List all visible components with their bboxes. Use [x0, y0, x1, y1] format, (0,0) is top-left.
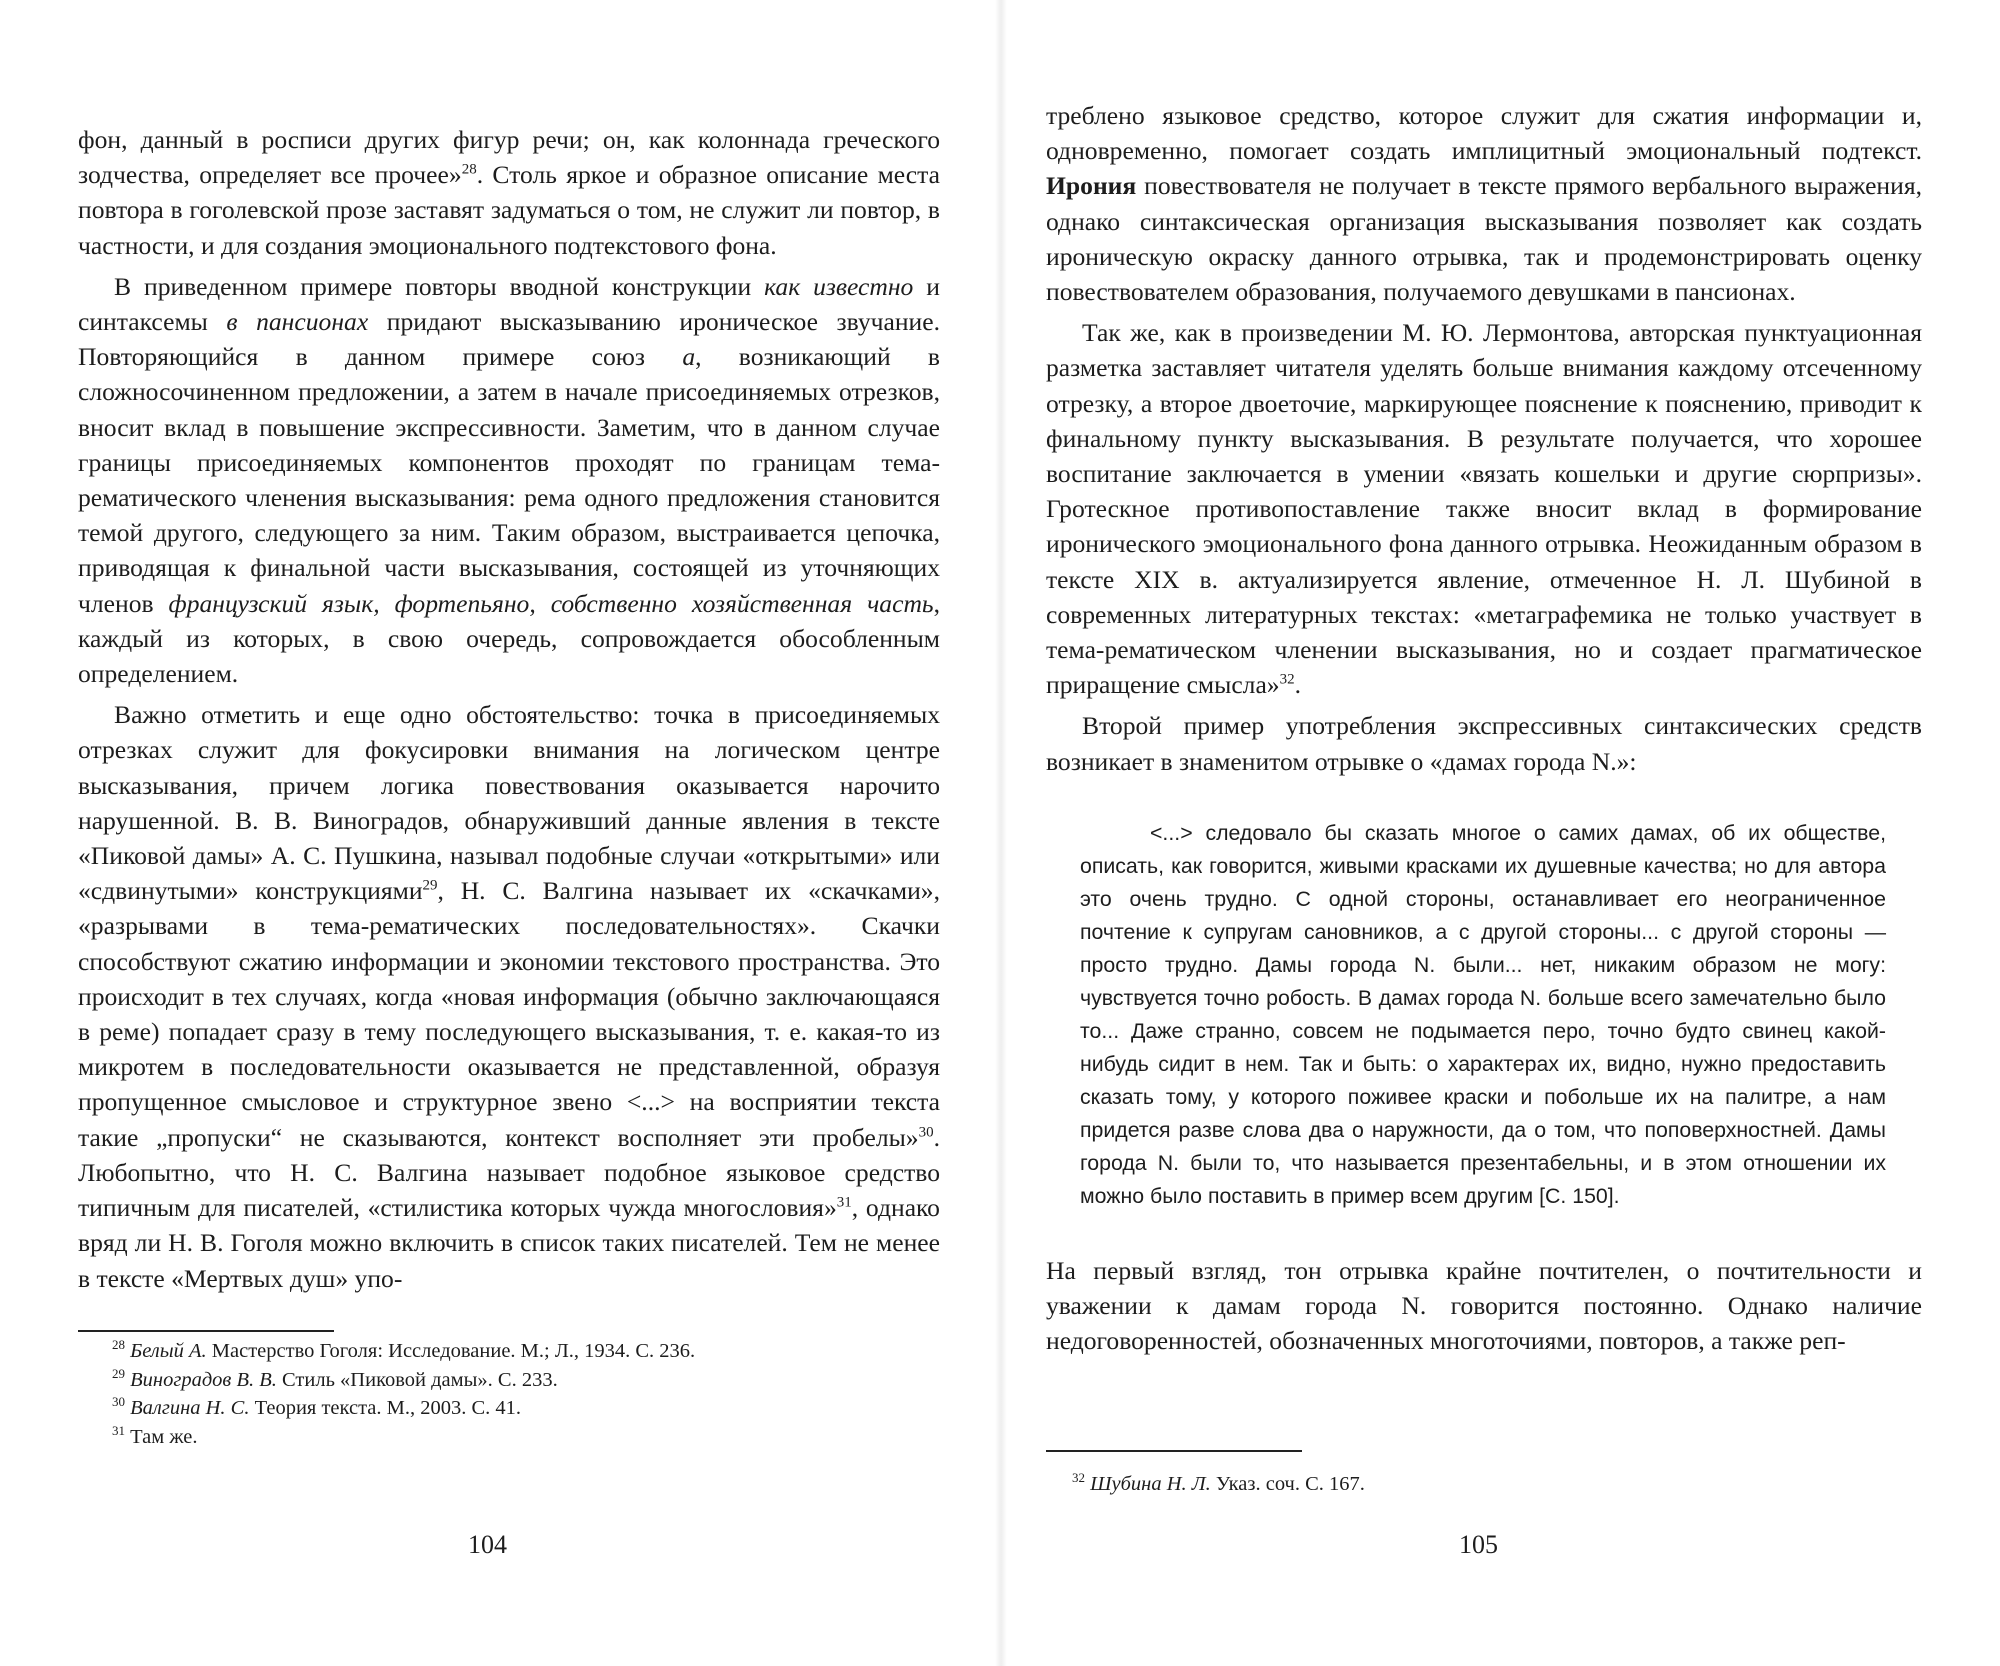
left-page [78, 0, 940, 1666]
footnote-text: Теория текста. М., 2003. С. 41. [249, 1397, 522, 1419]
paragraph [1046, 315, 1922, 702]
footnote-text: Стиль «Пиковой дамы». С. 233. [276, 1368, 558, 1391]
paragraph: На первый взгляд, тон отрывка крайне почтителен, о почтительности и уважении к дамам города N. говорится постоянно. Однако наличие недоговоренностей, обозначенных многоточиями, повторов, а также реп- [1046, 1255, 1922, 1356]
text-run: , каждый из которых, в свою очередь, сопровождается обособленным определением. [78, 588, 940, 689]
quote-text: <...> следовало бы сказать многое о самих дамах, об их обществе, описать, как говорится, живыми красками их душевные качества; но для автора это очень трудно. С одной стороны, останавливает его неограниченное почтение к супругам сановников, а с другой стороны... с другой стороны — просто трудно. Дамы города N. были... нет, никаким образом не могу: чувствуется точно робость. В дамах города N. больше всего замечательно было то... Даже странно, совсем не подымается перо, точно будто свинец какой-нибудь сидит в нем. Так и быть: о характерах их, видно, нужно предоставить сказать тому, у которого поживее краски и побольше их на палитре, а нам придется разве слова два о наружности, да о том, что поповерхностней. Дамы города N. были то, что называется презентабельны, и в этом отношении их можно было поставить в пример всем другим [С. 150]. [1080, 820, 1886, 1208]
text-run: . Столь яркое и образное описание места повтора в гоголевской прозе заставят задуматься о том, не служит ли повтор, в частности, и для создания эмоционального подтекстового фона. [78, 160, 940, 260]
left-page-body [78, 122, 940, 1296]
book-gutter [995, 0, 1007, 1666]
text-run: повествователя не получает в тексте прямого вербального выражения, однако синтаксическая организация высказывания позволяет как создать ироническую окраску данного отрывка, так и продемонстрировать оценку повествователем образования, получаемого девушками в пансионах. [1046, 171, 1922, 307]
paragraph [1046, 98, 1922, 309]
text-run: придают высказыванию ироническое звучание. Повторяющийся в данном примере союз [78, 307, 940, 372]
footnote [112, 1423, 932, 1452]
text-run: , возникающий в сложносочиненном предложении, а затем в начале присоединяемых отрезков, вносит вклад в повышение экспрессивности. Заметим, что в данном случае границы присоединяемых компонентов проходят по границам тема-рематического членения высказывания: рема одного предложения становится темой другого, следующего за ним. Таким образом, выстраивается цепочка, приводящая к финальной части высказывания, состоящей из уточняющих членов [78, 342, 940, 618]
footnote-ref: 30 [918, 1124, 934, 1141]
footnote-ref: 29 [422, 877, 438, 894]
footnote-text: Там же. [125, 1425, 198, 1448]
text-run: и синтаксемы [78, 271, 940, 337]
footnote-ref: 28 [461, 161, 477, 178]
footnote-ref: 31 [836, 1194, 852, 1211]
block-quote [1080, 817, 1886, 1213]
italic-run: французский язык, фортепьяно, собственно хозяйственная часть [168, 588, 934, 618]
text-run: фон, данный в росписи других фигур речи; он, как колоннада греческого зодчества, определяет все прочее» [78, 125, 940, 190]
right-page [1046, 0, 1922, 1666]
footnote-number: 32 [1072, 1470, 1085, 1486]
footnote-author: Виноградов В. В. [130, 1368, 277, 1391]
text-run: , однако вряд ли Н. В. Гоголя можно включить в список таких писателей. Тем не менее в тексте «Мертвых душ» упо- [78, 1193, 940, 1293]
footnote [112, 1366, 932, 1395]
text-run: треблено языковое средство, которое служит для сжатия информации и, одновременно, помогает создать имплицитный эмоциональный подтекст. [1046, 101, 1922, 166]
footnote [112, 1337, 932, 1366]
footnote-ref: 32 [1279, 671, 1295, 688]
footnote [112, 1394, 932, 1423]
footnote-text: Мастерство Гоголя: Исследование. М.; Л., 1934. С. 236. [206, 1340, 696, 1362]
text-run: Так же, как в произведении М. Ю. Лермонтова, авторская пунктуационная разметка заставляет читателя уделять больше внимания каждому отсеченному отрезку, а второе двоеточие, маркирующее пояснение к пояснению, приводит к финальному пункту высказывания. В результате получается, что хорошее воспитание заключается в умении «вязать кошельки и другие сюрпризы». Гротескное противопоставление также вносит вклад в формирование иронического эмоционального фона данного отрывка. Неожиданным образом в тексте XIX в. актуализируется явление, отмеченное Н. Л. Шубиной в современных литературных текстах: «метаграфемика не только участвует в тема-рематическом членении высказывания, но и создает прагматическое приращение смысла» [1046, 318, 1922, 700]
italic-run: а [682, 342, 696, 372]
text-run: В приведенном примере повторы вводной конструкции [114, 271, 765, 301]
text-run: , Н. С. Валгина называет их «скачками», «разрывами в тема-рематических последовательностях». Скачки способствуют сжатию информации и экономии текстового пространства. Это происходит в тех случаях, когда «новая информация (обычно заключающаяся в реме) попадает сразу в тему последующего высказывания, т. е. какая-то из микротем в последовательности оказывается не представленной, образуя пропущенное смысловое и структурное звено <...> на восприятии текста такие „пропуски“ не сказываются, контекст восполняет эти пробелы» [78, 876, 940, 1152]
page-number: 105 [1459, 1530, 1498, 1559]
footnotes [112, 1337, 932, 1451]
footnote-number: 30 [112, 1394, 125, 1410]
footnote-rule [78, 1330, 334, 1332]
italic-run: как известно [764, 271, 914, 301]
right-page-body [1046, 98, 1922, 1358]
footnote [1072, 1470, 1892, 1499]
footnote-number: 31 [112, 1422, 125, 1438]
text-run: Важно отметить и еще одно обстоятельство: точка в присоединяемых отрезках служит для фокусировки внимания на логическом центре высказывания, причем логика повествования оказывается нарочито нарушенной. В. В. Виноградов, обнаруживший данные явления в тексте «Пиковой дамы» А. С. Пушкина, называл подобные случаи «открытыми» или «сдвинутыми» конструкциями [78, 700, 940, 906]
page-number: 104 [468, 1530, 507, 1559]
text-run: . [1294, 670, 1302, 700]
footnote-author: Белый А. [130, 1340, 207, 1362]
footnote-text: Указ. соч. С. 167. [1210, 1473, 1365, 1495]
footnotes [1072, 1470, 1892, 1499]
paragraph [78, 122, 940, 263]
footnote-author: Валгина Н. С. [130, 1397, 250, 1419]
italic-run: в пансионах [226, 307, 369, 337]
footnote-rule [1046, 1450, 1302, 1452]
bold-run: Ирония [1046, 171, 1137, 201]
paragraph: Второй пример употребления экспрессивных синтаксических средств возникает в знаменитом отрывке о «дамах города N.»: [1046, 711, 1922, 776]
footnote-number: 29 [112, 1365, 125, 1381]
footnote-author: Шубина Н. Л. [1090, 1473, 1211, 1495]
paragraph [78, 697, 940, 1295]
text-run: . Любопытно, что Н. С. Валгина называет подобное языковое средство типичным для писателей, «стилистика которых чужда многословия» [78, 1122, 940, 1223]
paragraph [78, 269, 940, 691]
footnote-number: 28 [112, 1337, 125, 1353]
